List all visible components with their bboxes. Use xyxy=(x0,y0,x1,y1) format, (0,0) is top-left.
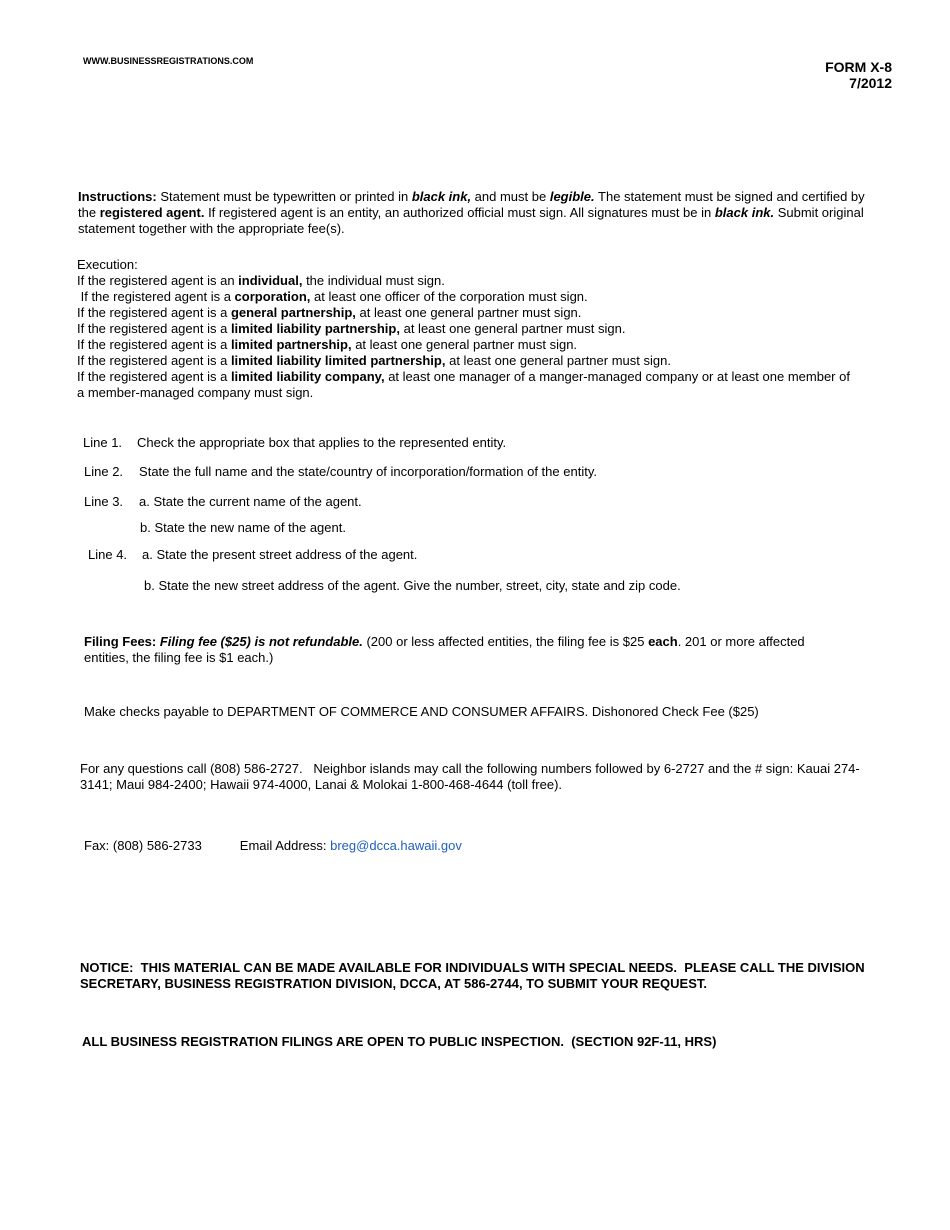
special-needs-notice: NOTICE: THIS MATERIAL CAN BE MADE AVAILABLE FOR INDIVIDUALS WITH SPECIAL NEEDS. PLEASE CALL THE DIVISION SECRETARY, BUSINESS REGISTRATION DIVISION, DCCA, AT 586-2744, TO SUBMIT YOUR REQUEST. xyxy=(80,960,869,991)
execution-section xyxy=(77,257,857,401)
instructions-text: If registered agent is an entity, an authorized official must sign. All signatures must be in xyxy=(204,205,715,220)
line-1-instruction: Line 1. Check the appropriate box that applies to the represented entity. xyxy=(83,435,507,450)
email-link[interactable]: breg@dcca.hawaii.gov xyxy=(330,838,462,853)
filing-fees-paragraph: Filing Fees: Filing fee ($25) is not refundable. (200 or less affected entities, the filing fee is $25 each. 201 or more affected entities, the filing fee is $1 each.) xyxy=(84,634,805,665)
public-inspection-notice: ALL BUSINESS REGISTRATION FILINGS ARE OPEN TO PUBLIC INSPECTION. (SECTION 92F-11, HRS) xyxy=(82,1034,717,1049)
instructions-text: Submit original statement together with the appropriate fee(s). xyxy=(78,205,864,236)
instructions-emphasis: black ink. xyxy=(714,205,775,220)
fax-number: Fax: (808) 586-2733 xyxy=(84,838,202,853)
instructions-emphasis: registered agent. xyxy=(99,205,205,220)
instructions-text: and must be xyxy=(471,189,550,204)
contact-line xyxy=(84,838,462,854)
line-4-instruction: Line 4. a. State the present street address of the agent. xyxy=(88,547,418,562)
execution-line: If the registered agent is a general partnership, at least one general partner must sign. xyxy=(77,305,582,320)
execution-line: If the registered agent is a limited liability limited partnership, at least one general partner must sign. xyxy=(77,353,671,368)
form-id xyxy=(825,59,892,91)
line-2-instruction: Line 2. State the full name and the state/country of incorporation/formation of the entity. xyxy=(84,464,597,479)
line-3-instruction: Line 3. a. State the current name of the agent. xyxy=(84,494,362,509)
execution-title: Execution: xyxy=(77,257,138,272)
line-3b-instruction: b. State the new name of the agent. xyxy=(140,520,346,535)
line-4b-instruction: b. State the new street address of the agent. Give the number, street, city, state and zip code. xyxy=(144,578,681,593)
execution-line: If the registered agent is a corporation, at least one officer of the corporation must sign. xyxy=(77,289,588,304)
form-date: 7/2012 xyxy=(849,75,892,91)
instructions-label: Instructions: xyxy=(78,189,157,204)
email-label: Email Address: xyxy=(239,838,331,853)
form-number: FORM X-8 xyxy=(825,59,892,75)
instructions-emphasis: legible. xyxy=(549,189,595,204)
instructions-text: The statement must be signed and certified by the xyxy=(78,189,865,220)
execution-line: If the registered agent is a limited liability company, at least one manager of a manger-managed company or at least one member of a member-managed company must sign. xyxy=(77,369,850,400)
instructions-emphasis: black ink, xyxy=(411,189,472,204)
questions-paragraph: For any questions call (808) 586-2727. Neighbor islands may call the following numbers followed by 6-2727 and the # sign: Kauai 274-3141; Maui 984-2400; Hawaii 974-4000, Lanai & Molokai 1-800-468-4644 (toll free). xyxy=(80,761,860,792)
website-header: WWW.BUSINESSREGISTRATIONS.COM xyxy=(83,56,254,66)
execution-line: If the registered agent is an individual, the individual must sign. xyxy=(77,273,445,288)
checks-payable-text: Make checks payable to DEPARTMENT OF COMMERCE AND CONSUMER AFFAIRS. Dishonored Check Fee ($25) xyxy=(84,704,759,719)
execution-line: If the registered agent is a limited partnership, at least one general partner must sign. xyxy=(77,337,578,352)
instructions-text: Statement must be typewritten or printed in xyxy=(156,189,412,204)
instructions-paragraph xyxy=(78,189,878,237)
execution-line: If the registered agent is a limited liability partnership, at least one general partner must sign. xyxy=(77,321,626,336)
